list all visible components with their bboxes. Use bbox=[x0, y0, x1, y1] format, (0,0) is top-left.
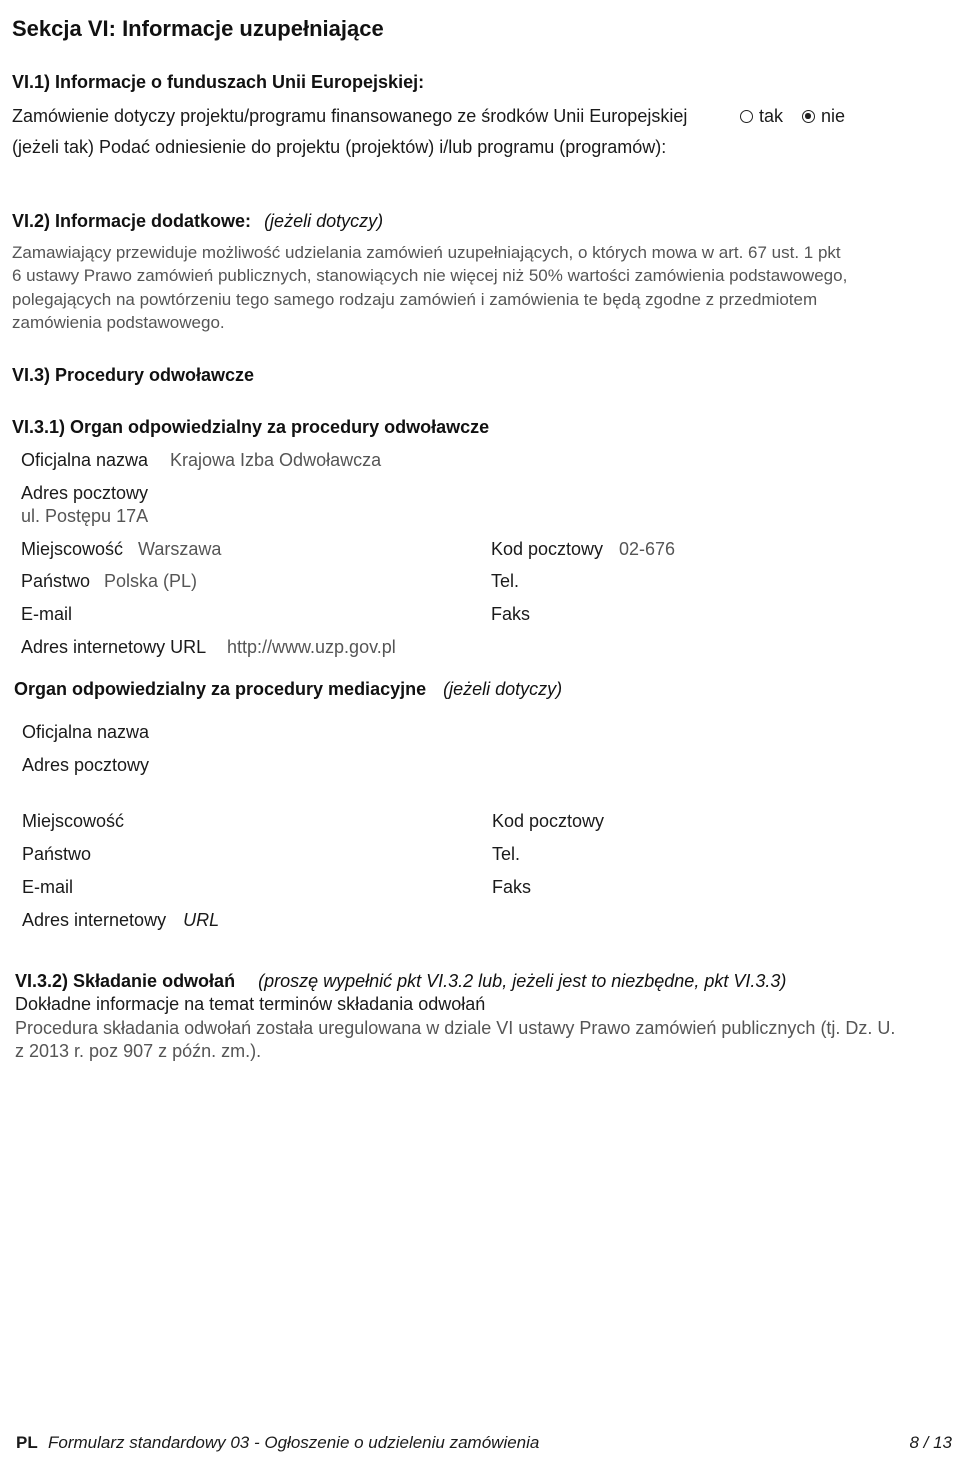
radio-no-label: nie bbox=[821, 106, 846, 126]
email-label: E-mail bbox=[21, 604, 73, 624]
country-value: Polska (PL) bbox=[104, 571, 198, 591]
url-label: Adres internetowy URL bbox=[21, 637, 207, 657]
mediation-url-label bbox=[22, 910, 219, 931]
official-name-label: Oficjalna nazwa bbox=[21, 450, 149, 470]
mediation-email-label: E-mail bbox=[22, 877, 74, 897]
appeals-qualifier: (proszę wypełnić pkt VI.3.2 lub, jeżeli jest to niezbędne, pkt VI.3.3) bbox=[258, 971, 787, 991]
footer-page: 8 / 13 bbox=[909, 1433, 952, 1452]
additional-info-line-1: Zamawiający przewiduje możliwość udzielania zamówień uzupełniających, o których mowa w art. 67 ust. 1 pkt bbox=[12, 243, 841, 262]
review-procedures-heading: VI.3) Procedury odwoławcze bbox=[12, 365, 255, 385]
additional-info-line-4: zamówienia podstawowego. bbox=[12, 313, 225, 332]
additional-info-qualifier: (jeżeli dotyczy) bbox=[264, 211, 384, 231]
mediation-tel-label: Tel. bbox=[492, 844, 521, 864]
section-title: Sekcja VI: Informacje uzupełniające bbox=[12, 16, 384, 41]
eu-funds-radio-no[interactable] bbox=[802, 106, 845, 127]
additional-info-line-2: 6 ustawy Prawo zamówień publicznych, stanowiących nie więcej niż 50% wartości zamówienia podstawowego, bbox=[12, 266, 848, 285]
official-name-value: Krajowa Izba Odwoławcza bbox=[170, 450, 382, 470]
eu-funds-radio-yes[interactable] bbox=[740, 106, 783, 127]
appeals-line-1: Procedura składania odwołań została uregulowana w dziale VI ustawy Prawo zamówień publicznych (tj. Dz. U. bbox=[15, 1018, 896, 1038]
eu-funds-question: Zamówienie dotyczy projektu/programu finansowanego ze środków Unii Europejskiej bbox=[12, 106, 688, 126]
mediation-url-label-b: URL bbox=[183, 910, 220, 930]
mediation-fax-label: Faks bbox=[492, 877, 532, 897]
appeals-title: VI.3.2) Składanie odwołań bbox=[15, 971, 236, 991]
country-label: Państwo bbox=[21, 571, 91, 591]
eu-funds-heading: VI.1) Informacje o funduszach Unii Europejskiej: bbox=[12, 72, 425, 92]
additional-info-heading bbox=[12, 211, 383, 232]
mediation-url-label-a: Adres internetowy bbox=[22, 910, 167, 930]
mediation-title: Organ odpowiedzialny za procedury mediacyjne bbox=[14, 679, 427, 699]
footer-form-name: Formularz standardowy 03 - Ogłoszenie o udzieleniu zamówienia bbox=[48, 1433, 540, 1452]
town-label: Miejscowość bbox=[21, 539, 124, 559]
radio-checked-icon[interactable] bbox=[802, 110, 815, 123]
town-value: Warszawa bbox=[138, 539, 222, 559]
fax-label: Faks bbox=[491, 604, 531, 624]
radio-unchecked-icon[interactable] bbox=[740, 110, 753, 123]
appeals-line-2: z 2013 r. poz 907 z późn. zm.). bbox=[15, 1041, 262, 1061]
review-body-heading: VI.3.1) Organ odpowiedzialny za procedury odwoławcze bbox=[12, 417, 490, 437]
mediation-country-label: Państwo bbox=[22, 844, 92, 864]
mediation-official-name-label: Oficjalna nazwa bbox=[22, 722, 150, 742]
mediation-postal-address-label: Adres pocztowy bbox=[22, 755, 150, 775]
url-value[interactable]: http://www.uzp.gov.pl bbox=[227, 637, 396, 657]
mediation-qualifier: (jeżeli dotyczy) bbox=[443, 679, 563, 699]
postal-address-label: Adres pocztowy bbox=[21, 483, 149, 503]
appeals-subheading: Dokładne informacje na temat terminów składania odwołań bbox=[15, 994, 486, 1014]
additional-info-line-3: polegających na powtórzeniu tego samego rodzaju zamówień i zamówienia te będą zgodne z przedmiotem bbox=[12, 290, 818, 309]
additional-info-title: VI.2) Informacje dodatkowe: bbox=[12, 211, 252, 231]
postal-code-label: Kod pocztowy bbox=[491, 539, 604, 559]
mediation-town-label: Miejscowość bbox=[22, 811, 125, 831]
tel-label: Tel. bbox=[491, 571, 520, 591]
mediation-postal-code-label: Kod pocztowy bbox=[492, 811, 605, 831]
mediation-heading bbox=[14, 679, 562, 700]
postal-address-value: ul. Postępu 17A bbox=[21, 506, 149, 526]
eu-funds-reference-label: (jeżeli tak) Podać odniesienie do projektu (projektów) i/lub programu (programów): bbox=[12, 137, 667, 157]
footer-lang: PL bbox=[16, 1433, 38, 1452]
appeals-heading bbox=[15, 971, 786, 992]
radio-yes-label: tak bbox=[759, 106, 784, 126]
postal-code-value: 02-676 bbox=[619, 539, 676, 559]
